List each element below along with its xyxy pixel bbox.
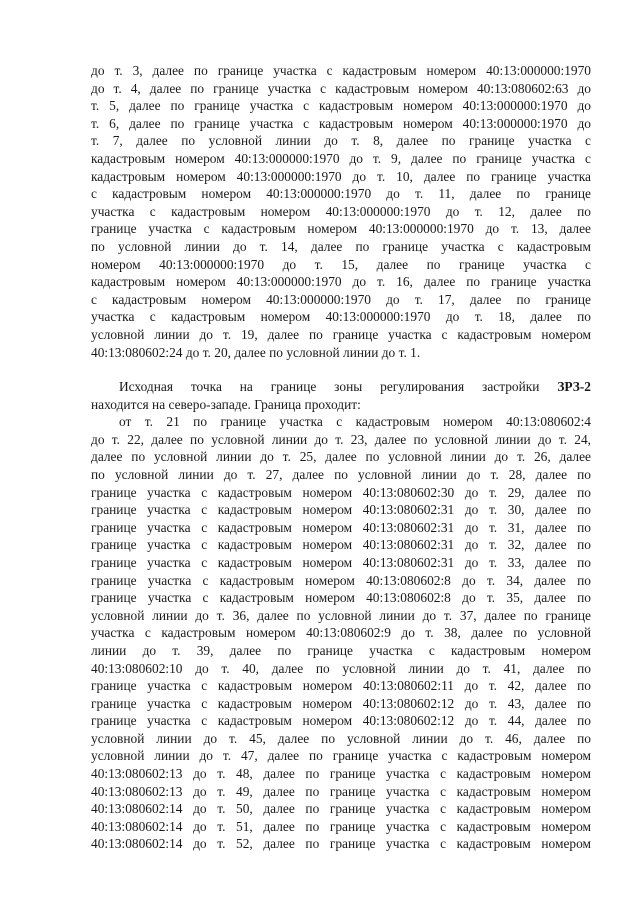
text-line: 40:13:080602:14 до т. 52, далее по границе участка с кадастровым номером [91,836,591,852]
text-line: до т. 4, далее по границе участка с кадастровым номером 40:13:080602:63 до [91,80,591,96]
text-line: границе участка с кадастровым номером 40:13:080602:12 до т. 44, далее по [91,713,591,729]
text-line: условной линии до т. 47, далее по границе участка с кадастровым номером [91,748,591,764]
text-line: границе участка с кадастровым номером 40:13:080602:12 до т. 43, далее по [91,695,591,711]
text-line: участка с кадастровым номером 40:13:080602:9 до т. 38, далее по условной [91,625,591,641]
text-line: с кадастровым номером 40:13:000000:1970 до т. 11, далее по границе [91,186,591,202]
text-line: т. 5, далее по границе участка с кадастровым номером 40:13:000000:1970 до [91,98,591,114]
text-line: границе участка с кадастровым номером 40:13:080602:11 до т. 42, далее по [91,678,591,694]
text-line: условной линии до т. 19, далее по границе участка с кадастровым номером [91,326,591,342]
text-line: условной линии до т. 36, далее по условной линии до т. 37, далее по границе [91,607,591,623]
text-line: границе участка с кадастровым номером 40:13:080602:8 до т. 34, далее по [91,572,591,588]
text-line: границе участка с кадастровым номером 40:13:080602:8 до т. 35, далее по [91,590,591,606]
text-line: т. 7, далее по условной линии до т. 8, далее по границе участка с [91,133,591,149]
text-line: кадастровым номером 40:13:000000:1970 до т. 16, далее по границе участка [91,274,591,290]
text-line: участка с кадастровым номером 40:13:000000:1970 до т. 18, далее по [91,309,591,325]
boundary-description-paragraph-1 [91,62,591,361]
text-line: т. 6, далее по границе участка с кадастровым номером 40:13:000000:1970 до [91,115,591,131]
text-line: до т. 3, далее по границе участка с кадастровым номером 40:13:000000:1970 [91,63,591,78]
boundary-description-paragraph-2 [91,378,591,853]
text-line: с кадастровым номером 40:13:000000:1970 до т. 17, далее по границе [91,291,591,307]
text-line: границе участка с кадастровым номером 40:13:080602:31 до т. 32, далее по [91,537,591,553]
text-line: участка с кадастровым номером 40:13:000000:1970 до т. 12, далее по [91,203,591,219]
text-line: 40:13:080602:24 до т. 20, далее по условной линии до т. 1. [91,344,421,360]
text-line: 40:13:080602:14 до т. 51, далее по границе участка с кадастровым номером [91,818,591,834]
text-line: от т. 21 по границе участка с кадастровым номером 40:13:080602:4 [119,414,591,430]
text-line: линии до т. 39, далее по границе участка с кадастровым номером [91,642,591,658]
text-line: условной линии до т. 45, далее по условной линии до т. 46, далее по [91,730,591,746]
text-line: 40:13:080602:13 до т. 48, далее по границе участка с кадастровым номером [91,766,591,782]
text-line: по условной линии до т. 14, далее по границе участка с кадастровым [91,238,591,254]
text-line: границе участка с кадастровым номером 40:13:080602:30 до т. 29, далее по [91,484,591,500]
text-line: далее по условной линии до т. 25, далее по условной линии до т. 26, далее [91,449,591,465]
text-line: до т. 22, далее по условной линии до т. 23, далее по условной линии до т. 24, [91,431,591,447]
text-line: границе участка с кадастровым номером 40:13:080602:31 до т. 31, далее по [91,519,591,535]
text-line: 40:13:080602:14 до т. 50, далее по границе участка с кадастровым номером [91,801,591,817]
zone-name: ЗРЗ-2 [557,379,591,394]
zone-intro-line [91,378,591,396]
text-line: границе участка с кадастровым номером 40:13:080602:31 до т. 33, далее по [91,554,591,570]
text-line: кадастровым номером 40:13:000000:1970 до т. 10, далее по границе участка [91,168,591,184]
text-line: 40:13:080602:10 до т. 40, далее по условной линии до т. 41, далее по [91,660,591,676]
text-line: границе участка с кадастровым номером 40:13:000000:1970 до т. 13, далее [91,221,591,237]
text-line: номером 40:13:000000:1970 до т. 15, далее по границе участка с [91,256,591,272]
zone-intro-text: Исходная точка на границе зоны регулирования застройки [119,379,540,394]
text-line: кадастровым номером 40:13:000000:1970 до т. 9, далее по границе участка с [91,150,591,166]
text-line: 40:13:080602:13 до т. 49, далее по границе участка с кадастровым номером [91,783,591,799]
text-line: по условной линии до т. 27, далее по условной линии до т. 28, далее по [91,466,591,482]
zone-intro-line-2: находится на северо-западе. Граница проходит: [91,396,361,412]
text-line: границе участка с кадастровым номером 40:13:080602:31 до т. 30, далее по [91,502,591,518]
